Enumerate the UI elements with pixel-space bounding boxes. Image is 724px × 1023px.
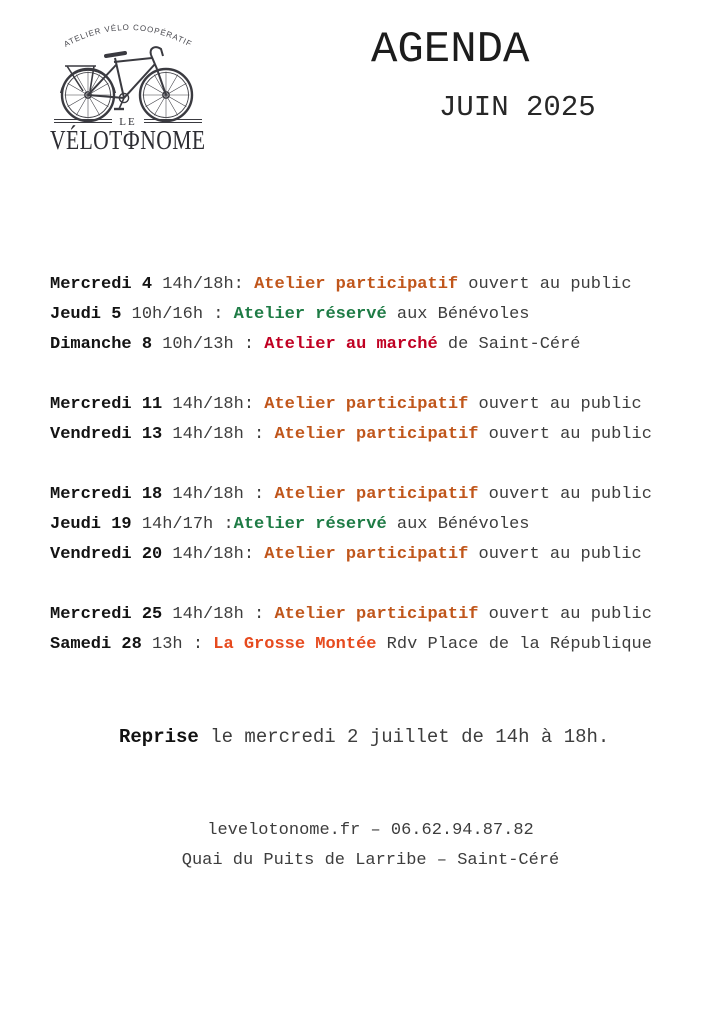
event-day: Mercredi 25 bbox=[50, 605, 163, 624]
agenda-event bbox=[50, 300, 652, 330]
event-detail: ouvert au public bbox=[478, 605, 652, 624]
agenda-event bbox=[50, 510, 652, 540]
footer-website-phone: levelotonome.fr – 06.62.94.87.82 bbox=[207, 821, 534, 840]
agenda-event bbox=[50, 630, 652, 660]
agenda-group bbox=[50, 390, 652, 450]
event-day: Mercredi 11 bbox=[50, 395, 163, 414]
contact-footer bbox=[0, 816, 724, 876]
event-time: 14h/18h: bbox=[162, 395, 265, 414]
agenda-list bbox=[50, 270, 652, 690]
agenda-event bbox=[50, 480, 652, 510]
bike-seat-icon bbox=[106, 53, 125, 56]
logo-arc-text: ATELIER VÉLO COOPÉRATIF bbox=[62, 22, 194, 49]
event-detail: ouvert au public bbox=[478, 425, 652, 444]
event-time: 14h/18h : bbox=[162, 485, 275, 504]
agenda-event bbox=[50, 390, 652, 420]
event-time: 14h/18h: bbox=[162, 545, 265, 564]
event-title: Atelier participatif bbox=[254, 275, 459, 294]
brand-end: NOME bbox=[140, 125, 206, 155]
event-detail: aux Bénévoles bbox=[386, 515, 530, 534]
le-label: LE bbox=[119, 116, 137, 126]
event-time: 13h : bbox=[141, 635, 214, 654]
event-title: Atelier réservé bbox=[233, 305, 387, 324]
bike-frame-icon bbox=[88, 55, 166, 98]
agenda-event bbox=[50, 540, 652, 570]
svg-text:ATELIER VÉLO COOPÉRATIF bbox=[62, 23, 193, 49]
event-title: Atelier participatif bbox=[274, 485, 479, 504]
event-day: Mercredi 18 bbox=[50, 485, 163, 504]
agenda-event bbox=[50, 420, 652, 450]
event-title: Atelier participatif bbox=[274, 425, 479, 444]
reprise-label: Reprise bbox=[119, 726, 199, 748]
event-day: Jeudi 19 bbox=[50, 515, 132, 534]
reprise-note bbox=[119, 722, 609, 752]
event-title: Atelier réservé bbox=[233, 515, 387, 534]
brand-wordmark bbox=[50, 124, 205, 156]
footer-address: Quai du Puits de Larribe – Saint-Céré bbox=[181, 851, 560, 870]
event-time: 10h/16h : bbox=[121, 305, 234, 324]
agenda-event bbox=[50, 600, 652, 630]
reprise-text: le mercredi 2 juillet de 14h à 18h. bbox=[198, 726, 610, 748]
event-title: Atelier participatif bbox=[264, 545, 469, 564]
event-day: Mercredi 4 bbox=[50, 275, 153, 294]
agenda-group bbox=[50, 270, 652, 360]
event-detail: ouvert au public bbox=[458, 275, 632, 294]
lock-o-icon: Ф bbox=[122, 125, 141, 155]
event-time: 10h/13h : bbox=[152, 335, 265, 354]
event-day: Dimanche 8 bbox=[50, 335, 153, 354]
event-detail: ouvert au public bbox=[468, 545, 642, 564]
event-detail: de Saint-Céré bbox=[437, 335, 581, 354]
bicycle-logo-icon bbox=[50, 14, 208, 126]
page-subtitle: JUIN 2025 bbox=[439, 91, 596, 124]
event-detail: Rdv Place de la République bbox=[376, 635, 652, 654]
bike-handlebar-icon bbox=[151, 47, 163, 56]
event-time: 14h/18h : bbox=[162, 425, 275, 444]
event-title: Atelier au marché bbox=[264, 335, 438, 354]
event-detail: ouvert au public bbox=[468, 395, 642, 414]
event-detail: aux Bénévoles bbox=[386, 305, 530, 324]
event-detail: ouvert au public bbox=[478, 485, 652, 504]
agenda-event bbox=[50, 330, 652, 360]
event-title: La Grosse Montée bbox=[213, 635, 377, 654]
agenda-event bbox=[50, 270, 652, 300]
agenda-group bbox=[50, 600, 652, 660]
event-day: Samedi 28 bbox=[50, 635, 142, 654]
agenda-group bbox=[50, 480, 652, 570]
event-day: Vendredi 13 bbox=[50, 425, 163, 444]
event-time: 14h/18h : bbox=[162, 605, 275, 624]
event-time: 14h/17h : bbox=[131, 515, 234, 534]
brand-start: VÉLOT bbox=[50, 125, 123, 155]
event-day: Jeudi 5 bbox=[50, 305, 122, 324]
event-title: Atelier participatif bbox=[264, 395, 469, 414]
page-title: AGENDA bbox=[371, 25, 530, 75]
velotonome-logo bbox=[50, 14, 208, 164]
event-title: Atelier participatif bbox=[274, 605, 479, 624]
event-day: Vendredi 20 bbox=[50, 545, 163, 564]
event-time: 14h/18h: bbox=[152, 275, 255, 294]
